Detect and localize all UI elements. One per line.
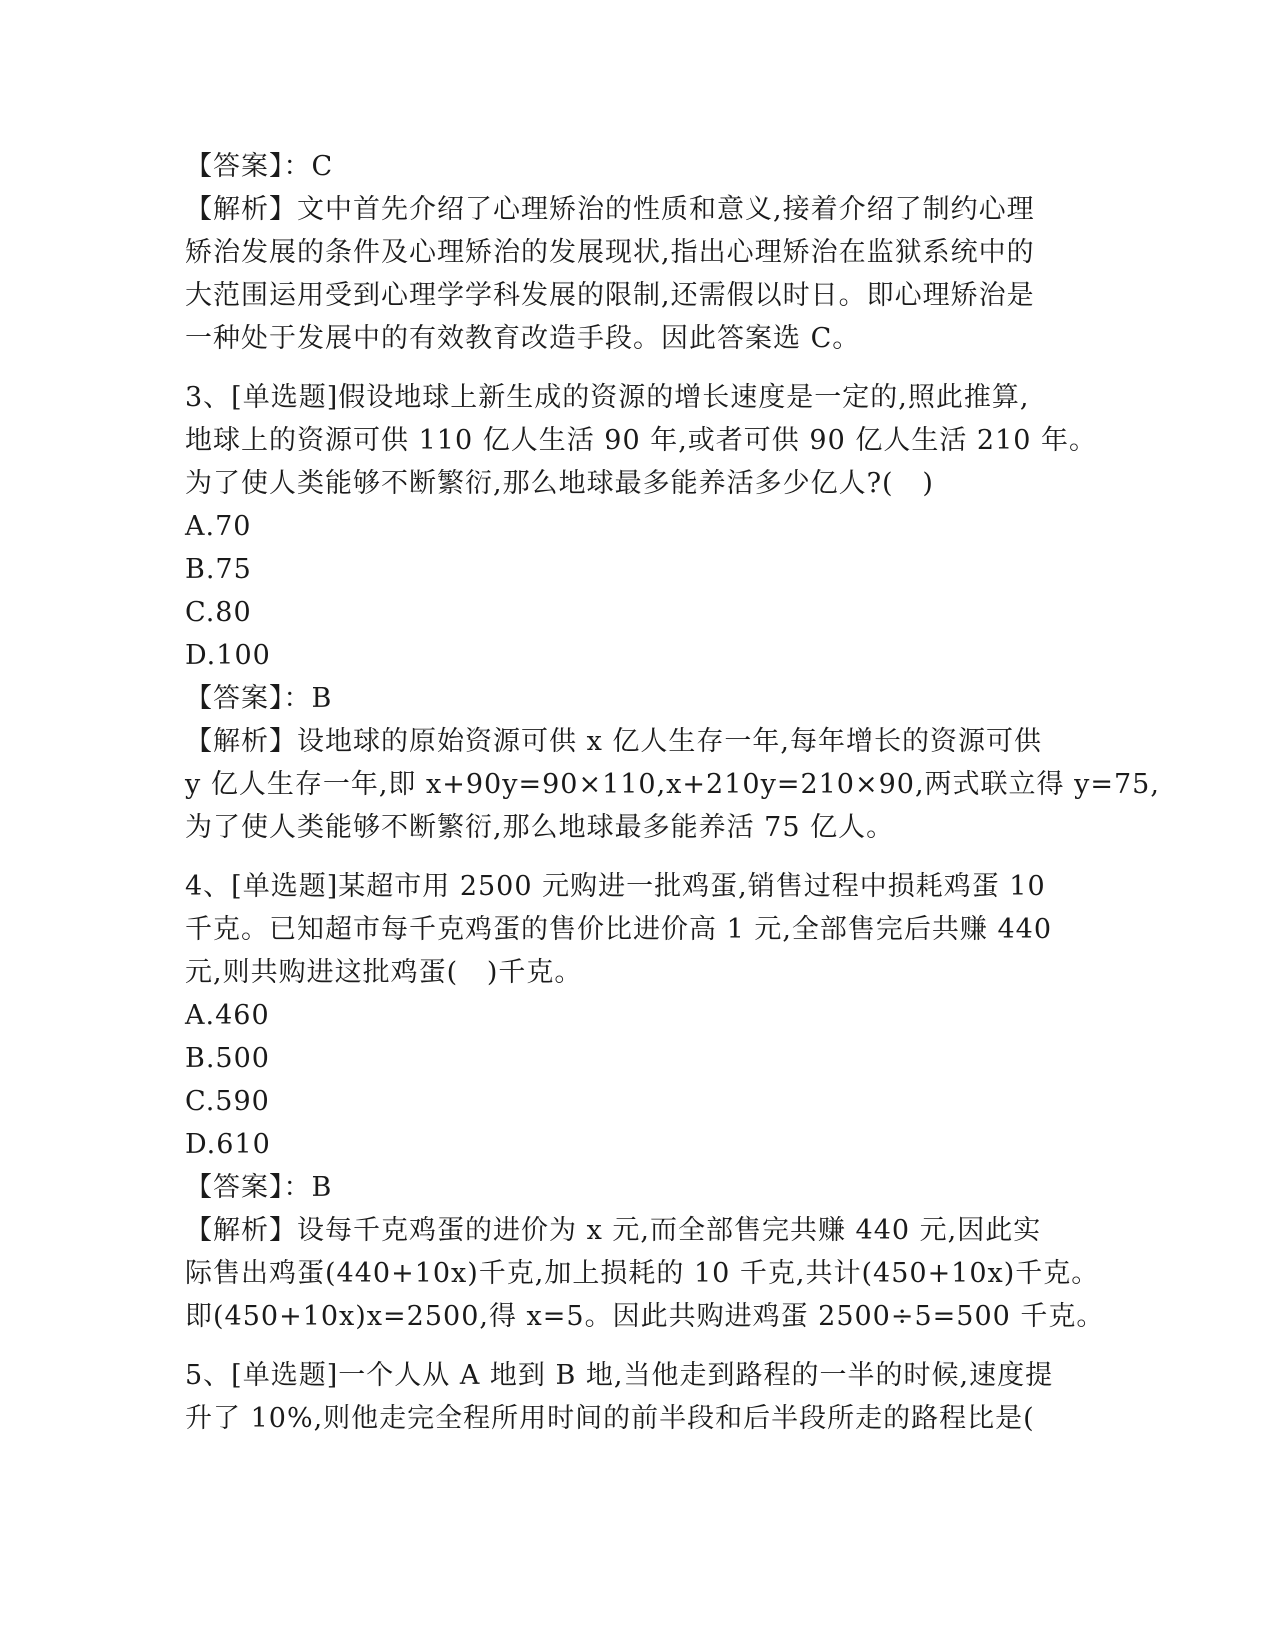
answer-line: 【答案】：C — [185, 151, 334, 182]
question-4-text: 4、[单选题]某超市用 2500 元购进一批鸡蛋,销售过程中损耗鸡蛋 10 — [185, 871, 1046, 902]
question-4-text: 元,则共购进这批鸡蛋( )千克。 — [185, 957, 583, 988]
question-4-option-b: B.500 — [185, 1043, 270, 1074]
question-3-option-a: A.70 — [185, 511, 252, 542]
question-5-text: 5、[单选题]一个人从 A 地到 B 地,当他走到路程的一半的时候,速度提 — [185, 1360, 1054, 1391]
question-3-answer: 【答案】：B — [185, 683, 333, 714]
question-3-option-b: B.75 — [185, 554, 252, 585]
document-page — [185, 145, 1160, 1440]
question-5-text: 升了 10%,则他走完全程所用时间的前半段和后半段所走的路程比是( — [185, 1403, 1035, 1434]
question-3-text: 为了使人类能够不断繁衍,那么地球最多能养活多少亿人?( ) — [185, 468, 934, 499]
question-3-explanation: y 亿人生存一年,即 x+90y=90×110,x+210y=210×90,两式联立得 y=75, — [185, 769, 1160, 800]
question-4-explanation: 【解析】设每千克鸡蛋的进价为 x 元,而全部售完共赚 440 元,因此实 — [185, 1215, 1042, 1246]
explanation-line: 一种处于发展中的有效教育改造手段。因此答案选 C。 — [185, 323, 861, 354]
question-4-explanation: 际售出鸡蛋(440+10x)千克,加上损耗的 10 千克,共计(450+10x)千克。 — [185, 1258, 1100, 1289]
question-3-text: 地球上的资源可供 110 亿人生活 90 年,或者可供 90 亿人生活 210 年。 — [185, 425, 1098, 456]
question-4-text: 千克。已知超市每千克鸡蛋的售价比进价高 1 元,全部售完后共赚 440 — [185, 914, 1053, 945]
spacer — [185, 849, 1085, 865]
question-4-answer: 【答案】：B — [185, 1172, 333, 1203]
question-4-explanation: 即(450+10x)x=2500,得 x=5。因此共购进鸡蛋 2500÷5=500 千克。 — [185, 1301, 1105, 1332]
question-4-option-c: C.590 — [185, 1086, 270, 1117]
question-3-text: 3、[单选题]假设地球上新生成的资源的增长速度是一定的,照此推算, — [185, 382, 1030, 413]
question-3-explanation: 为了使人类能够不断繁衍,那么地球最多能养活 75 亿人。 — [185, 812, 895, 843]
spacer — [185, 360, 1085, 376]
spacer — [185, 1338, 1085, 1354]
explanation-line: 大范围运用受到心理学学科发展的限制,还需假以时日。即心理矫治是 — [185, 280, 1035, 311]
question-3-option-c: C.80 — [185, 597, 252, 628]
question-3-explanation: 【解析】设地球的原始资源可供 x 亿人生存一年,每年增长的资源可供 — [185, 726, 1042, 757]
explanation-line: 【解析】文中首先介绍了心理矫治的性质和意义,接着介绍了制约心理 — [185, 194, 1035, 225]
question-3-option-d: D.100 — [185, 640, 271, 671]
question-4-option-a: A.460 — [185, 1000, 270, 1031]
explanation-line: 矫治发展的条件及心理矫治的发展现状,指出心理矫治在监狱系统中的 — [185, 237, 1035, 268]
question-4-option-d: D.610 — [185, 1129, 271, 1160]
